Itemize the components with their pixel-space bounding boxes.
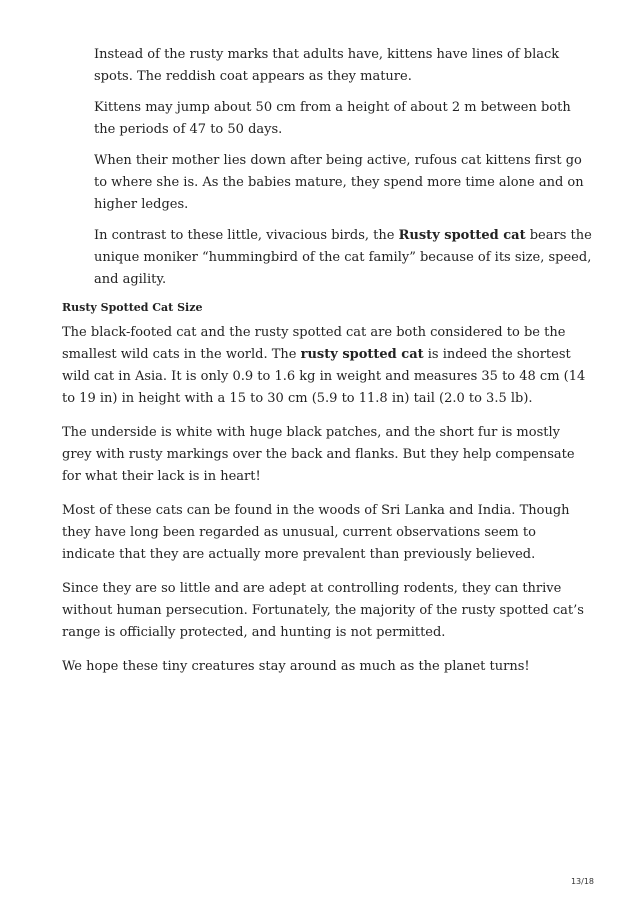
paragraph-kitten-jump: Kittens may jump about 50 cm from a height of about 2 m between both the periods of 47 to 50 days. (94, 100, 571, 137)
text-span: In contrast to these little, vivacious birds, the (94, 228, 399, 243)
paragraph-fur: The underside is white with huge black patches, and the short fur is mostly grey with rusty markings over the back and flanks. But they help compensate for what their lack is in heart! (62, 425, 575, 484)
paragraph-protection: Since they are so little and are adept at controlling rodents, they can thrive without human persecution. Fortunately, the majority of the rusty spotted cat’s range is officially protected, and hunting is not permitted. (62, 581, 584, 640)
paragraph-smallest-cats (62, 322, 592, 410)
bold-term: Rusty spotted cat (398, 228, 526, 243)
paragraph-kitten-spots: Instead of the rusty marks that adults have, kittens have lines of black spots. The reddish coat appears as they mature. (94, 47, 560, 84)
paragraph-hummingbird (94, 225, 592, 291)
page-content (62, 44, 592, 690)
paragraph-habitat: Most of these cats can be found in the woods of Sri Lanka and India. Though they have long been regarded as unusual, current observations seem to indicate that they are actually more prevalent than previously believed. (62, 503, 570, 562)
bold-term: rusty spotted cat (300, 347, 424, 362)
section-heading: Rusty Spotted Cat Size (62, 301, 203, 314)
paragraph-closing: We hope these tiny creatures stay around as much as the planet turns! (62, 659, 530, 674)
text-span: bears the unique moniker “hummingbird of the cat family” because of its size, speed, and agility. (94, 228, 592, 287)
page-number: 13/18 (570, 877, 594, 886)
text-span: The black-footed cat and the rusty spotted cat are both considered to be the smallest wild cats in the world. The (62, 325, 566, 362)
kitten-paragraphs (62, 44, 592, 291)
text-span: is indeed the shortest wild cat in Asia. It is only 0.9 to 1.6 kg in weight and measures 35 to 48 cm (14 to 19 in) in height with a 15 to 30 cm (5.9 to 11.8 in) tail (2.0 to 3.5 lb). (62, 347, 586, 406)
paragraph-kitten-mother: When their mother lies down after being active, rufous cat kittens first go to where she is. As the babies mature, they spend more time alone and on higher ledges. (94, 153, 584, 212)
